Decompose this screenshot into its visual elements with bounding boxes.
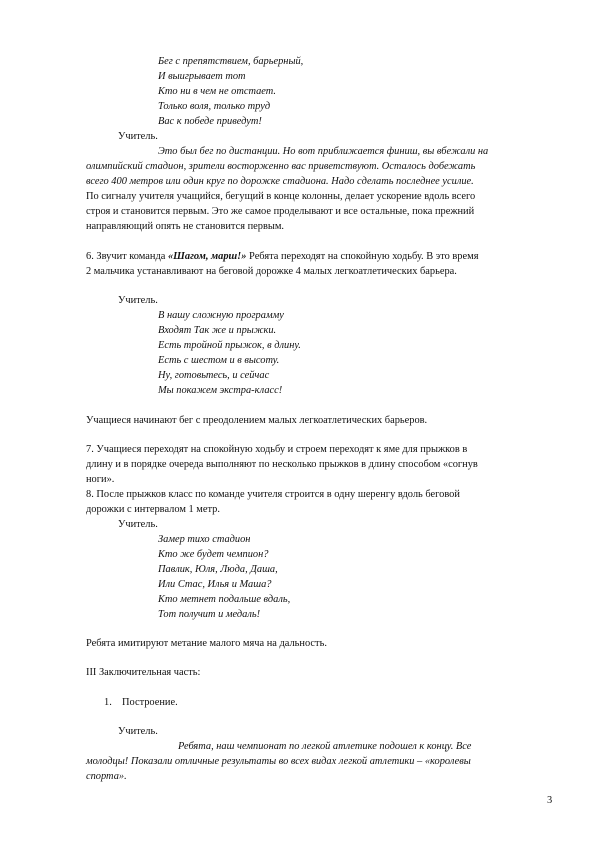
teacher-label-1: Учитель.	[118, 130, 158, 142]
speech1-line-2: олимпийский стадион, зрители восторженно вас приветствуют. Осталось добежать	[86, 160, 476, 172]
poem3-line-2: Кто же будет чемпион?	[158, 549, 269, 561]
teacher-label-3: Учитель.	[118, 518, 158, 530]
item6-rest: Ребята переходят на спокойную ходьбу. В это время	[249, 251, 479, 263]
item7-line-3: ноги».	[86, 473, 115, 485]
page-number: 3	[547, 795, 553, 806]
item8-line-1: 8. После прыжков класс по команде учителя строится в одну шеренгу вдоль беговой	[86, 488, 460, 500]
section-title: III Заключительная часть:	[86, 667, 201, 679]
poem3-line-5: Кто метнет подальше вдаль,	[158, 594, 291, 606]
para1-line-3: направляющий опять не становится первым.	[86, 220, 285, 232]
poem2-line-4: Есть с шестом и в высоту.	[158, 355, 280, 367]
speech2-line-3: спорта».	[86, 770, 127, 782]
item6-line-2: 2 мальчика устанавливают на беговой дорожке 4 малых легкоатлетических барьера.	[86, 266, 457, 278]
poem1-line-3: Кто ни в чем не отстает.	[158, 85, 276, 97]
item6-prefix: 6. Звучит команда	[86, 251, 166, 263]
poem1-line-5: Вас к победе приведут!	[158, 115, 262, 127]
item8-line-2: дорожки с интервалом 1 метр.	[86, 503, 220, 515]
item6-command: «Шагом, марш!»	[167, 251, 247, 263]
speech2-line-1: Ребята, наш чемпионат по легкой атлетике подошел к концу. Все	[178, 740, 472, 752]
poem2-line-1: В нашу сложную программу	[158, 310, 284, 322]
poem3-line-3: Павлик, Юля, Люда, Даша,	[158, 564, 278, 576]
para1-line-1: По сигналу учителя учащийся, бегущий в конце колонны, делает ускорение вдоль всего	[86, 190, 476, 202]
teacher-label-4: Учитель.	[118, 725, 158, 737]
list-item-text: Построение.	[122, 696, 178, 708]
para1-line-2: строя и становится первым. Это же самое проделывают и все остальные, пока прежний	[86, 205, 475, 217]
item7-line-1: 7. Учащиеся переходят на спокойную ходьбу и строем переходят к яме для прыжков в	[86, 443, 468, 455]
poem3-line-6: Тот получит и медаль!	[158, 609, 261, 621]
poem3-line-4: Или Стас, Илья и Маша?	[158, 579, 272, 591]
poem1-line-1: Бег с препятствием, барьерный,	[158, 55, 304, 67]
para2: Учащиеся начинают бег с преодолением малых легкоатлетических барьеров.	[86, 414, 428, 426]
teacher-label-2: Учитель.	[118, 295, 158, 307]
poem1-line-4: Только воля, только труд	[158, 100, 271, 112]
poem2-line-2: Входят Так же и прыжки.	[158, 325, 277, 337]
poem2-line-3: Есть тройной прыжок, в длину.	[158, 340, 301, 352]
list-item-number: 1.	[104, 696, 112, 708]
speech2-line-2: молодцы! Показали отличные результаты во всех видах легкой атлетики – «королевы	[86, 755, 471, 767]
speech1-line-3: всего 400 метров или один круг по дорожке стадиона. Надо сделать последнее усилие.	[86, 175, 474, 187]
poem2-line-5: Ну, готовьтесь, и сейчас	[158, 370, 270, 382]
speech1-line-1: Это был бег по дистанции. Но вот приближается финиш, вы вбежали на	[158, 145, 489, 157]
item7-line-2: длину и в порядке очереда выполняют по несколько прыжков в длину способом «согнув	[86, 458, 478, 470]
poem1-line-2: И выигрывает тот	[158, 70, 246, 82]
para3: Ребята имитируют метание малого мяча на дальность.	[86, 638, 327, 650]
item6-line-1	[86, 250, 478, 263]
poem2-line-6: Мы покажем экстра-класс!	[158, 385, 283, 397]
poem3-line-1: Замер тихо стадион	[158, 533, 251, 545]
